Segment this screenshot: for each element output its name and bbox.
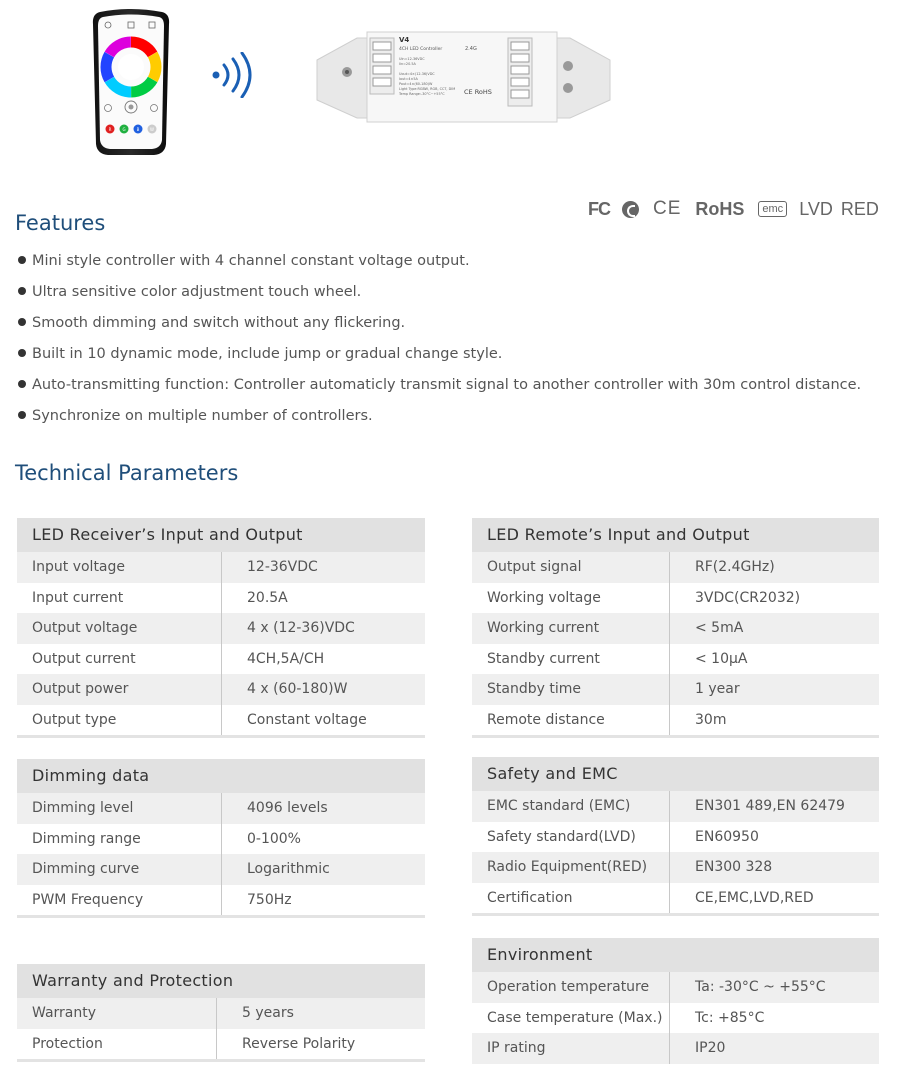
table-row — [17, 583, 425, 614]
param-value: 4 x (12-36)VDC — [247, 620, 355, 636]
param-name: IP rating — [472, 1033, 670, 1064]
table-footer-rule — [17, 1059, 425, 1062]
remote-button-w: W — [150, 127, 154, 132]
param-value: EN300 328 — [695, 859, 773, 875]
param-value: CE,EMC,LVD,RED — [695, 889, 814, 906]
param-name: Output type — [17, 705, 222, 736]
table-footer-rule — [472, 735, 879, 738]
led-controller-image — [312, 30, 612, 124]
param-name: Standby current — [472, 644, 670, 675]
param-value: Ta: -30°C ~ +55°C — [695, 979, 826, 995]
ce-logo: CE — [653, 198, 682, 219]
param-value: Reverse Polarity — [242, 1035, 356, 1052]
table-row — [472, 791, 879, 822]
param-name: Output power — [17, 674, 222, 705]
environment-table — [472, 938, 879, 1064]
param-value: EN60950 — [695, 828, 759, 845]
table-row — [17, 1029, 425, 1060]
table-footer-rule — [17, 735, 425, 738]
param-name: Radio Equipment(RED) — [472, 852, 670, 883]
red-logo: RED — [840, 198, 879, 219]
fcc-logo: FC — [588, 198, 610, 219]
param-name: Remote distance — [472, 705, 670, 736]
table-row — [472, 1033, 879, 1064]
table-row — [472, 822, 879, 853]
table-row — [472, 705, 879, 736]
controller-spec: Iin=20.5A — [399, 62, 416, 66]
remote-table — [472, 518, 879, 738]
controller-spec: Iout=4×5A — [399, 77, 418, 81]
feature-item: Synchronize on multiple number of controllers. — [18, 404, 861, 435]
table-row — [472, 583, 879, 614]
controller-spec: Uout=4×(12-36)VDC — [399, 72, 435, 76]
param-name: Standby time — [472, 674, 670, 705]
param-name: Working voltage — [472, 583, 670, 614]
remote-button-r: R — [108, 127, 112, 132]
param-value: 750Hz — [247, 891, 292, 908]
table-row — [17, 885, 425, 916]
param-value: < 10μA — [695, 650, 748, 667]
controller-freq: 2.4G — [465, 46, 477, 52]
param-name: Input voltage — [17, 552, 222, 583]
feature-item: Built in 10 dynamic mode, include jump or gradual change style. — [18, 342, 861, 373]
param-name: Output signal — [472, 552, 670, 583]
table-row — [17, 793, 425, 824]
bullet-icon — [18, 411, 26, 419]
param-name: Output voltage — [17, 613, 222, 644]
param-name: Case temperature (Max.) — [472, 1003, 670, 1034]
controller-model: V4 — [399, 36, 410, 44]
param-value: IP20 — [695, 1040, 726, 1056]
param-value: 3VDC(CR2032) — [695, 589, 801, 606]
table-row — [17, 998, 425, 1029]
feature-item: Auto-transmitting function: Controller automaticly transmit signal to another controller with 30m control distance. — [18, 373, 861, 404]
param-value: 20.5A — [247, 589, 288, 606]
c-tick-icon — [622, 201, 639, 218]
table-row — [472, 972, 879, 1003]
bullet-icon — [18, 380, 26, 388]
rohs-logo: RoHS — [695, 198, 745, 219]
features-title: Features — [15, 211, 106, 235]
controller-name: 4CH LED Controller — [399, 47, 443, 52]
param-value: Tc: +85°C — [695, 1009, 765, 1026]
param-value: Constant voltage — [247, 711, 367, 728]
safety-table — [472, 757, 879, 916]
param-value: 4CH,5A/CH — [247, 650, 325, 667]
param-name: Working current — [472, 613, 670, 644]
table-header: LED Remote’s Input and Output — [472, 518, 879, 552]
table-footer-rule — [17, 915, 425, 918]
remote-control-image — [92, 8, 170, 156]
table-row — [17, 644, 425, 675]
param-name: Dimming curve — [17, 854, 222, 885]
table-row — [17, 824, 425, 855]
param-name: Operation temperature — [472, 972, 670, 1003]
param-value: Logarithmic — [247, 861, 330, 877]
remote-button-g: G — [122, 127, 126, 132]
param-value: 12-36VDC — [247, 559, 318, 575]
wireless-signal-icon — [210, 52, 258, 98]
param-value: < 5mA — [695, 620, 744, 636]
param-value: 5 years — [242, 1005, 294, 1021]
param-value: 0-100% — [247, 830, 301, 847]
param-name: EMC standard (EMC) — [472, 791, 670, 822]
table-row — [472, 852, 879, 883]
param-name: Dimming range — [17, 824, 222, 855]
param-value: 4096 levels — [247, 800, 328, 816]
bullet-icon — [18, 287, 26, 295]
table-row — [17, 613, 425, 644]
bullet-icon — [18, 256, 26, 264]
features-list — [18, 249, 861, 435]
table-row — [17, 854, 425, 885]
param-value: 4 x (60-180)W — [247, 681, 348, 697]
param-name: Output current — [17, 644, 222, 675]
table-row — [472, 644, 879, 675]
table-footer-rule — [472, 913, 879, 916]
param-name: PWM Frequency — [17, 885, 222, 916]
certification-logos — [588, 196, 879, 222]
emc-logo: emc — [758, 201, 787, 217]
param-name: Safety standard(LVD) — [472, 822, 670, 853]
warranty-table — [17, 964, 425, 1062]
feature-item: Mini style controller with 4 channel constant voltage output. — [18, 249, 861, 280]
table-row — [17, 674, 425, 705]
param-name: Certification — [472, 883, 670, 914]
controller-spec: Temp Range:-30°C~+55°C — [399, 92, 445, 96]
controller-spec: Uin=12-36VDC — [399, 57, 425, 61]
table-header: Safety and EMC — [472, 757, 879, 791]
table-header: LED Receiver’s Input and Output — [17, 518, 425, 552]
table-row — [472, 883, 879, 914]
table-row — [472, 552, 879, 583]
param-name: Dimming level — [17, 793, 222, 824]
receiver-table — [17, 518, 425, 738]
param-value: 30m — [695, 711, 727, 728]
controller-marks: CE RoHS — [464, 88, 492, 96]
table-header: Warranty and Protection — [17, 964, 425, 998]
controller-spec: Pout=4×(60-180)W — [399, 82, 433, 86]
feature-item: Ultra sensitive color adjustment touch wheel. — [18, 280, 861, 311]
table-row — [472, 1003, 879, 1034]
lvd-logo: LVD — [799, 198, 833, 219]
table-header: Dimming data — [17, 759, 425, 793]
table-row — [472, 613, 879, 644]
bullet-icon — [18, 349, 26, 357]
param-name: Warranty — [17, 998, 217, 1029]
feature-item: Smooth dimming and switch without any flickering. — [18, 311, 861, 342]
technical-parameters-title: Technical Parameters — [15, 461, 239, 485]
table-header: Environment — [472, 938, 879, 972]
table-row — [17, 552, 425, 583]
bullet-icon — [18, 318, 26, 326]
dimming-table — [17, 759, 425, 918]
param-value: EN301 489,EN 62479 — [695, 798, 845, 814]
remote-button-b: B — [136, 127, 140, 132]
table-row — [17, 705, 425, 736]
param-name: Input current — [17, 583, 222, 614]
table-row — [472, 674, 879, 705]
param-value: 1 year — [695, 681, 740, 697]
param-value: RF(2.4GHz) — [695, 559, 775, 575]
controller-spec: Light Type:RGBW, RGB, CCT, DIM — [399, 87, 456, 91]
param-name: Protection — [17, 1029, 217, 1060]
